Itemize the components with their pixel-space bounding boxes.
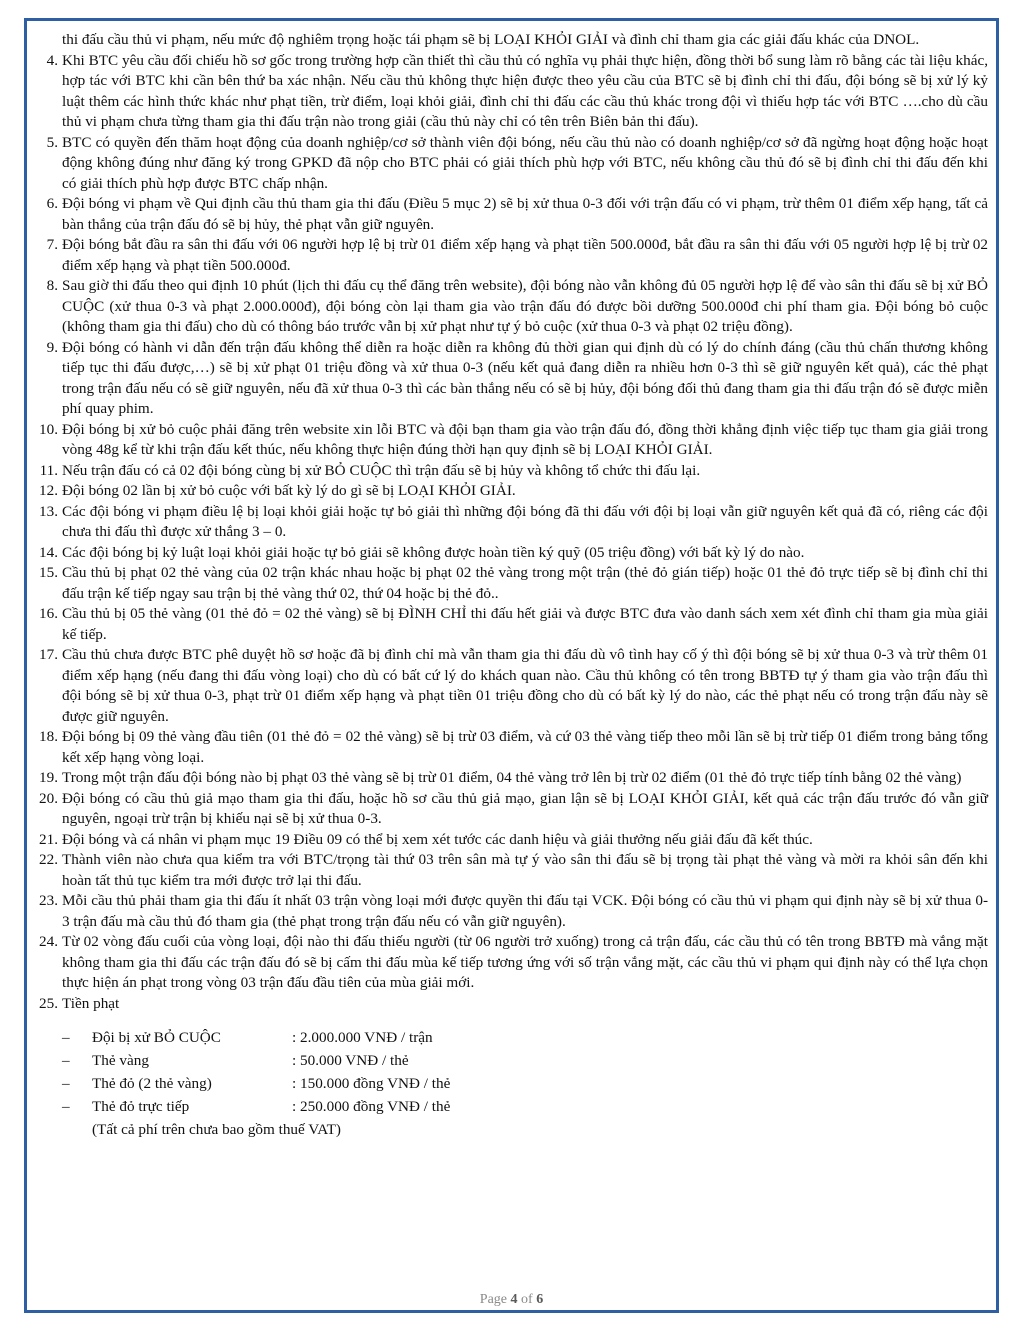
rule-number: 20. [39, 789, 58, 807]
rule-text: Các đội bóng bị kỷ luật loại khỏi giải hoặc tự bỏ giải sẽ không được hoàn tiền ký quỹ (05 triệu đồng) với bất kỳ lý do nào. [62, 543, 805, 561]
fee-amount: : 250.000 đồng VNĐ / thẻ [292, 1098, 451, 1115]
rule-text: Đội bóng 02 lần bị xử bỏ cuộc với bất kỳ lý do gì sẽ bị LOẠI KHỎI GIẢI. [62, 482, 516, 499]
rule-item [36, 194, 988, 235]
fee-amount: : 150.000 đồng VNĐ / thẻ [292, 1075, 451, 1092]
fee-amount: : 2.000.000 VNĐ / trận [292, 1029, 433, 1046]
rule-text: Đội bóng có hành vi dẫn đến trận đấu không thể diễn ra hoặc diễn ra không đủ thời gian qui định dù có lý do chính đáng (cầu thủ chấn thương không tiếp tục thi đấu được,…) sẽ bị xử phạt 01 triệu đồng và xử thua 0-3 (nếu kết quả đang diễn ra nhiều hơn 0-3 thì sẽ giữ nguyên kết quả), các thẻ phạt trong trận đấu nếu có sẽ giữ nguyên, nếu đã xử thua 0-3 thì các bàn thắng nếu có sẽ bị hủy, đội bóng đối thủ đang tham gia thi đấu trận đó sẽ được miễn phí quay phim. [62, 338, 988, 417]
rule-item [36, 768, 988, 789]
rule-item [36, 133, 988, 195]
rule-text: Đội bóng và cá nhân vi phạm mục 19 Điều 09 có thể bị xem xét tước các danh hiệu và giải thưởng nếu giải đấu đã kết thúc. [62, 830, 813, 848]
rule-text: BTC có quyền đến thăm hoạt động của doanh nghiệp/cơ sở thành viên đội bóng, nếu cầu thủ nào có doanh nghiệp/cơ sở đã ngừng hoạt động hoặc hoạt động không đúng như đăng ký trong GPKD đã nộp cho BTC phải có giải thích phù hợp với BTC, nếu không cầu thủ đó sẽ bị đình chỉ thi đấu đến khi có giải thích phù hợp được BTC chấp nhận. [62, 133, 988, 192]
rule-number: 15. [39, 564, 58, 581]
rule-number: 24. [39, 933, 58, 950]
rule-text: Đội bóng vi phạm về Qui định cầu thủ tham gia thi đấu (Điều 5 mục 2) sẽ bị xử thua 0-3 đối với trận đấu có vi phạm, trừ thêm 01 điểm xếp hạng, tất cả bàn thắng của trận đấu đó sẽ bị hủy, thẻ phạt vẫn giữ nguyên. [62, 195, 988, 233]
rule-text: Đội bóng bị xử bỏ cuộc phải đăng trên website xin lỗi BTC và đội bạn tham gia vào trận đấu đó, đồng thời khẳng định việc tiếp tục tham gia giải trong vòng 48g kể từ khi trận đấu kết thúc, nếu không thực hiện đúng thời hạn quy định sẽ bị LOẠI KHỎI GIẢI. [62, 420, 988, 458]
document-body [36, 30, 988, 1141]
fee-dash: – [62, 1052, 70, 1069]
rule-item [36, 994, 988, 1015]
rule-text: Khi BTC yêu cầu đối chiếu hồ sơ gốc trong trường hợp cần thiết thì cầu thủ có nghĩa vụ phải thực hiện, đồng thời bổ sung làm rõ bằng các tài liệu khác, hợp tác với BTC khi cần bên thứ ba xác nhận. Nếu cầu thủ không thực hiện được theo yêu cầu của BTC sẽ bị đình chỉ thi đấu, đội bóng sẽ bị xử lý kỷ luật thêm các hình thức khác như phạt tiền, trừ điểm, loại khỏi giải, đình chỉ thi đấu các cầu thủ khác trong đội vì thiếu hợp tác với BTC ….cho dù cầu thủ vi phạm chưa từng tham gia thi đấu trận nào trong giải (cầu thủ này chỉ có tên trên Biên bản thi đấu). [62, 51, 988, 130]
rule-text: Tiền phạt [62, 994, 120, 1012]
fee-dash: – [62, 1075, 70, 1092]
page-footer [24, 1292, 999, 1308]
fee-dash: – [62, 1098, 70, 1115]
fees-list [36, 1028, 988, 1120]
rule-item [36, 645, 988, 727]
fee-row [36, 1028, 988, 1051]
rule-item [36, 563, 988, 604]
rule-text: Đội bóng có cầu thủ giả mạo tham gia thi đấu, hoặc hồ sơ cầu thủ giả mạo, gian lận sẽ bị LOẠI KHỎI GIẢI, kết quả các trận đấu trước đó vẫn giữ nguyên, ngoại trừ trận bị khiếu nại sẽ bị xử thua 0-3. [62, 789, 988, 827]
rule-number: 23. [39, 892, 58, 909]
rule-number: 9. [46, 338, 58, 356]
rule-number: 18. [39, 728, 58, 745]
page-current: 4 [510, 1292, 518, 1307]
rule-item [36, 891, 988, 932]
fee-dash: – [62, 1029, 70, 1046]
rule-text: Từ 02 vòng đấu cuối của vòng loại, đội nào thi đấu thiếu người (từ 06 người trở xuống) trong cả trận đấu, các cầu thủ có tên trong BBTĐ mà vắng mặt không tham gia thi đấu các trận đấu đó sẽ bị cấm thi đấu mùa kế tiếp tương ứng với số trận vắng mặt, các cầu thủ vi phạm qui định này có thể lựa chọn thực hiện án phạt trong vòng 03 trận đấu đầu tiên của mùa giải mới. [62, 933, 988, 991]
rule-item [36, 276, 988, 338]
rule-text: Đội bóng bắt đầu ra sân thi đấu với 06 người hợp lệ bị trừ 01 điểm xếp hạng và phạt tiền 500.000đ, bắt đầu ra sân thi đấu với 05 người hợp lệ bị trừ 02 điểm xếp hạng và phạt tiền 500.000đ. [62, 236, 988, 274]
rules-list [36, 51, 988, 1015]
fee-label: Đội bị xử BỎ CUỘC [92, 1029, 221, 1046]
rule-text: Cầu thủ bị phạt 02 thẻ vàng của 02 trận khác nhau hoặc bị phạt 02 thẻ vàng trong một trận (thẻ đỏ gián tiếp) hoặc 01 thẻ đỏ trực tiếp sẽ bị đình chỉ thi đấu trận kế tiếp ngay sau trận bị thẻ vàng thứ 02, thứ 04 hoặc bị thẻ đỏ.. [62, 564, 988, 602]
rule-item [36, 51, 988, 133]
fee-amount: : 50.000 VNĐ / thẻ [292, 1052, 409, 1069]
rule-item [36, 481, 988, 502]
fee-row [36, 1097, 988, 1120]
rule-text: Thành viên nào chưa qua kiểm tra với BTC/trọng tài thứ 03 trên sân mà tự ý vào sân thi đấu sẽ bị trọng tài phạt thẻ vàng và mời ra khỏi sân đến khi hoàn tất thủ tục kiểm tra mới được trở lại thi đấu. [62, 851, 988, 889]
page-label: Page [479, 1292, 508, 1307]
rule-number: 6. [46, 195, 58, 212]
rule-item [36, 338, 988, 420]
rule-number: 19. [39, 769, 58, 786]
rule-item [36, 461, 988, 482]
rule-text: Cầu thủ chưa được BTC phê duyệt hồ sơ hoặc đã bị đình chỉ mà vẫn tham gia thi đấu dù vô tình hay cố ý thì đội bóng sẽ bị xử thua 0-3 và trừ thêm 01 điểm xếp hạng (nếu đang thi đấu vòng loại) cho dù có bất cứ lý do khách quan nào. Cầu thủ không có tên trong BBTĐ tự ý tham gia vào trận đấu thì đội bóng sẽ bị xử thua 0-3, phạt trừ 01 điểm xếp hạng và phạt tiền 01 triệu đồng cho dù có bất kỳ lý do nào, các thẻ phạt nếu có trong trận đấu này sẽ được giữ nguyên. [62, 646, 988, 725]
rule-number: 12. [39, 482, 58, 499]
rule-number: 13. [39, 502, 58, 520]
rule-item [36, 235, 988, 276]
rule-number: 11. [39, 461, 58, 479]
rule-number: 4. [46, 51, 58, 69]
rule-item [36, 850, 988, 891]
rule-number: 16. [39, 605, 58, 622]
continued-paragraph: thi đấu cầu thủ vi phạm, nếu mức độ nghiêm trọng hoặc tái phạm sẽ bị LOẠI KHỎI GIẢI và đình chỉ tham gia các giải đấu khác của DNOL. [62, 31, 920, 48]
fee-label: Thẻ vàng [92, 1052, 149, 1069]
fee-label: Thẻ đỏ (2 thẻ vàng) [92, 1075, 212, 1092]
rule-text: Các đội bóng vi phạm điều lệ bị loại khỏi giải hoặc tự bỏ giải thì những đội bóng đã thi đấu với đội bị loại vẫn giữ nguyên kết quả đã có, riêng các đội chưa thi đấu thì được xử thắng 3 – 0. [62, 502, 988, 540]
rule-number: 21. [39, 830, 58, 848]
fee-row [36, 1051, 988, 1074]
fee-row [36, 1074, 988, 1097]
rule-number: 22. [39, 851, 58, 868]
page-total: 6 [536, 1292, 544, 1307]
rule-item [36, 420, 988, 461]
rule-item [36, 543, 988, 564]
rule-number: 5. [46, 133, 58, 151]
rule-text: Đội bóng bị 09 thẻ vàng đầu tiên (01 thẻ đỏ = 02 thẻ vàng) sẽ bị trừ 03 điểm, và cứ 03 thẻ vàng tiếp theo mỗi lần sẽ bị trừ tiếp 01 điểm trong bảng tổng kết xếp hạng vòng loại. [62, 728, 988, 766]
rule-item [36, 830, 988, 851]
rule-text: Sau giờ thi đấu theo qui định 10 phút (lịch thi đấu cụ thể đăng trên website), đội bóng nào vẫn không đủ 05 người hợp lệ để vào sân thi đấu sẽ bị xử BỎ CUỘC (xử thua 0-3 và phạt 2.000.000đ), đội bóng còn lại tham gia vào trận đấu đó được bồi dưỡng 500.000đ chi phí tham gia. Đội bóng bỏ cuộc (không tham gia thi đấu) cho dù có thông báo trước vẫn bị xử phạt như tự ý bỏ cuộc (xử thua 0-3 và phạt 02 triệu đồng). [62, 277, 988, 335]
rule-text: Cầu thủ bị 05 thẻ vàng (01 thẻ đỏ = 02 thẻ vàng) sẽ bị ĐÌNH CHỈ thi đấu hết giải và được BTC đưa vào danh sách xem xét đình chỉ tham gia mùa giải kế tiếp. [62, 605, 988, 643]
rule-number: 7. [46, 236, 58, 253]
fees-note: (Tất cả phí trên chưa bao gồm thuế VAT) [92, 1121, 341, 1138]
rule-number: 10. [39, 420, 58, 438]
rule-number: 14. [39, 543, 58, 561]
fee-label: Thẻ đỏ trực tiếp [92, 1098, 190, 1115]
rule-item [36, 502, 988, 543]
rule-number: 25. [39, 994, 58, 1012]
rule-text: Trong một trận đấu đội bóng nào bị phạt 03 thẻ vàng sẽ bị trừ 01 điểm, 04 thẻ vàng trở lên bị trừ 02 điểm (01 thẻ đỏ trực tiếp tính bằng 02 thẻ vàng) [62, 769, 962, 786]
rule-item [36, 789, 988, 830]
rule-number: 8. [46, 277, 58, 294]
rule-item [36, 727, 988, 768]
rule-item [36, 604, 988, 645]
page-of: of [521, 1292, 533, 1307]
rule-number: 17. [39, 646, 58, 663]
rule-text: Mỗi cầu thủ phải tham gia thi đấu ít nhất 03 trận vòng loại mới được quyền thi đấu tại VCK. Đội bóng có cầu thủ vi phạm qui định này sẽ bị xử thua 0-3 trận đấu mà cầu thủ đó tham gia (thẻ phạt trong trận đấu nếu có vẫn giữ nguyên). [62, 892, 988, 930]
rule-item [36, 932, 988, 994]
rule-text: Nếu trận đấu có cả 02 đội bóng cùng bị xử BỎ CUỘC thì trận đấu sẽ bị hủy và không tổ chức thi đấu lại. [62, 461, 701, 479]
